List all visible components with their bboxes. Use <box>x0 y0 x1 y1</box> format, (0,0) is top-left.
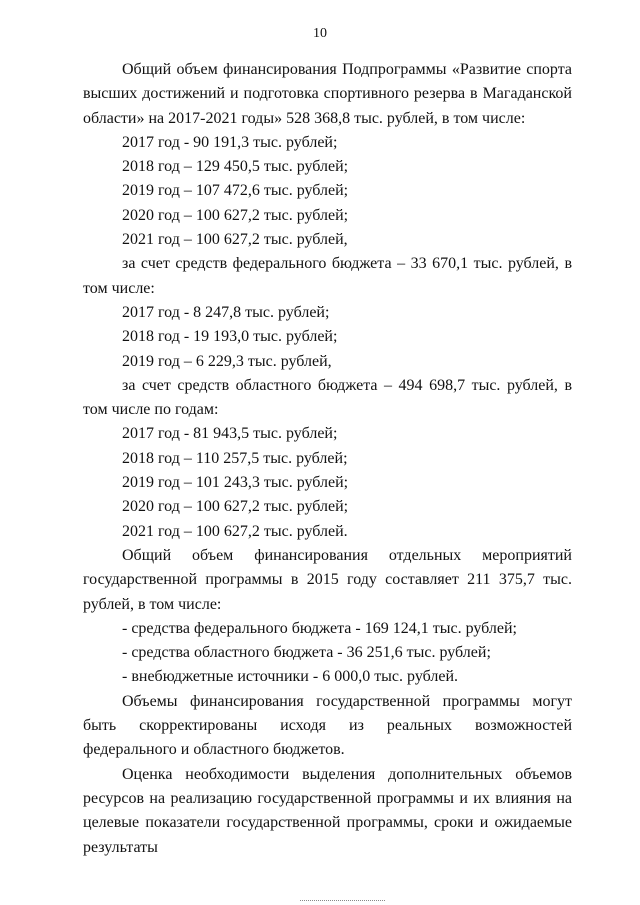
page-bottom-mark <box>300 900 385 901</box>
regional-year-line: 2017 год - 81 943,5 тыс. рублей; <box>122 425 338 443</box>
federal-year-line: 2019 год – 6 229,3 тыс. рублей, <box>122 352 332 370</box>
source-line: - средства областного бюджета - 36 251,6 тыс. рублей; <box>122 644 491 662</box>
federal-year-line: 2018 год - 19 193,0 тыс. рублей; <box>122 328 338 346</box>
funding-year-line: 2021 год – 100 627,2 тыс. рублей, <box>122 231 348 249</box>
funding-year-line: 2018 год – 129 450,5 тыс. рублей; <box>122 158 349 176</box>
source-line: - внебюджетные источники - 6 000,0 тыс. рублей. <box>122 668 458 686</box>
federal-year-line: 2017 год - 8 247,8 тыс. рублей; <box>122 303 330 321</box>
page-number: 10 <box>313 26 327 41</box>
federal-budget-paragraph: за счет средств федерального бюджета – 33 670,1 тыс. рублей, в том числе: <box>83 255 572 297</box>
document-body <box>83 58 572 860</box>
regional-year-line: 2021 год – 100 627,2 тыс. рублей. <box>122 522 348 540</box>
subprogram-funding-paragraph: Общий объем финансирования Подпрограммы «Развитие спорта высших достижений и подготовка спортивного резерва в Магаданской области» на 2017-2021 годы» 528 368,8 тыс. рублей, в том числе: <box>83 61 572 127</box>
regional-budget-paragraph: за счет средств областного бюджета – 494 698,7 тыс. рублей, в том числе по годам: <box>83 376 572 419</box>
adjustment-paragraph: Объемы финансирования государственной программы могут быть скорректированы исходя из реальных возможностей федерального и областного бюджетов. <box>83 692 572 759</box>
assessment-paragraph: Оценка необходимости выделения дополнительных объемов ресурсов на реализацию государственной программы и их влияния на целевые показатели государственной программы, сроки и ожидаемые результаты <box>83 765 572 856</box>
regional-year-line: 2019 год – 101 243,3 тыс. рублей; <box>122 474 349 492</box>
program-measures-paragraph: Общий объем финансирования отдельных мероприятий государственной программы в 2015 году составляет 211 375,7 тыс. рублей, в том числе: <box>83 546 572 613</box>
funding-year-line: 2017 год - 90 191,3 тыс. рублей; <box>122 133 338 151</box>
source-line: - средства федерального бюджета - 169 124,1 тыс. рублей; <box>122 619 517 637</box>
funding-year-line: 2020 год – 100 627,2 тыс. рублей; <box>122 206 349 224</box>
regional-year-line: 2018 год – 110 257,5 тыс. рублей; <box>122 449 348 467</box>
funding-year-line: 2019 год – 107 472,6 тыс. рублей; <box>122 182 349 200</box>
regional-year-line: 2020 год – 100 627,2 тыс. рублей; <box>122 498 349 516</box>
